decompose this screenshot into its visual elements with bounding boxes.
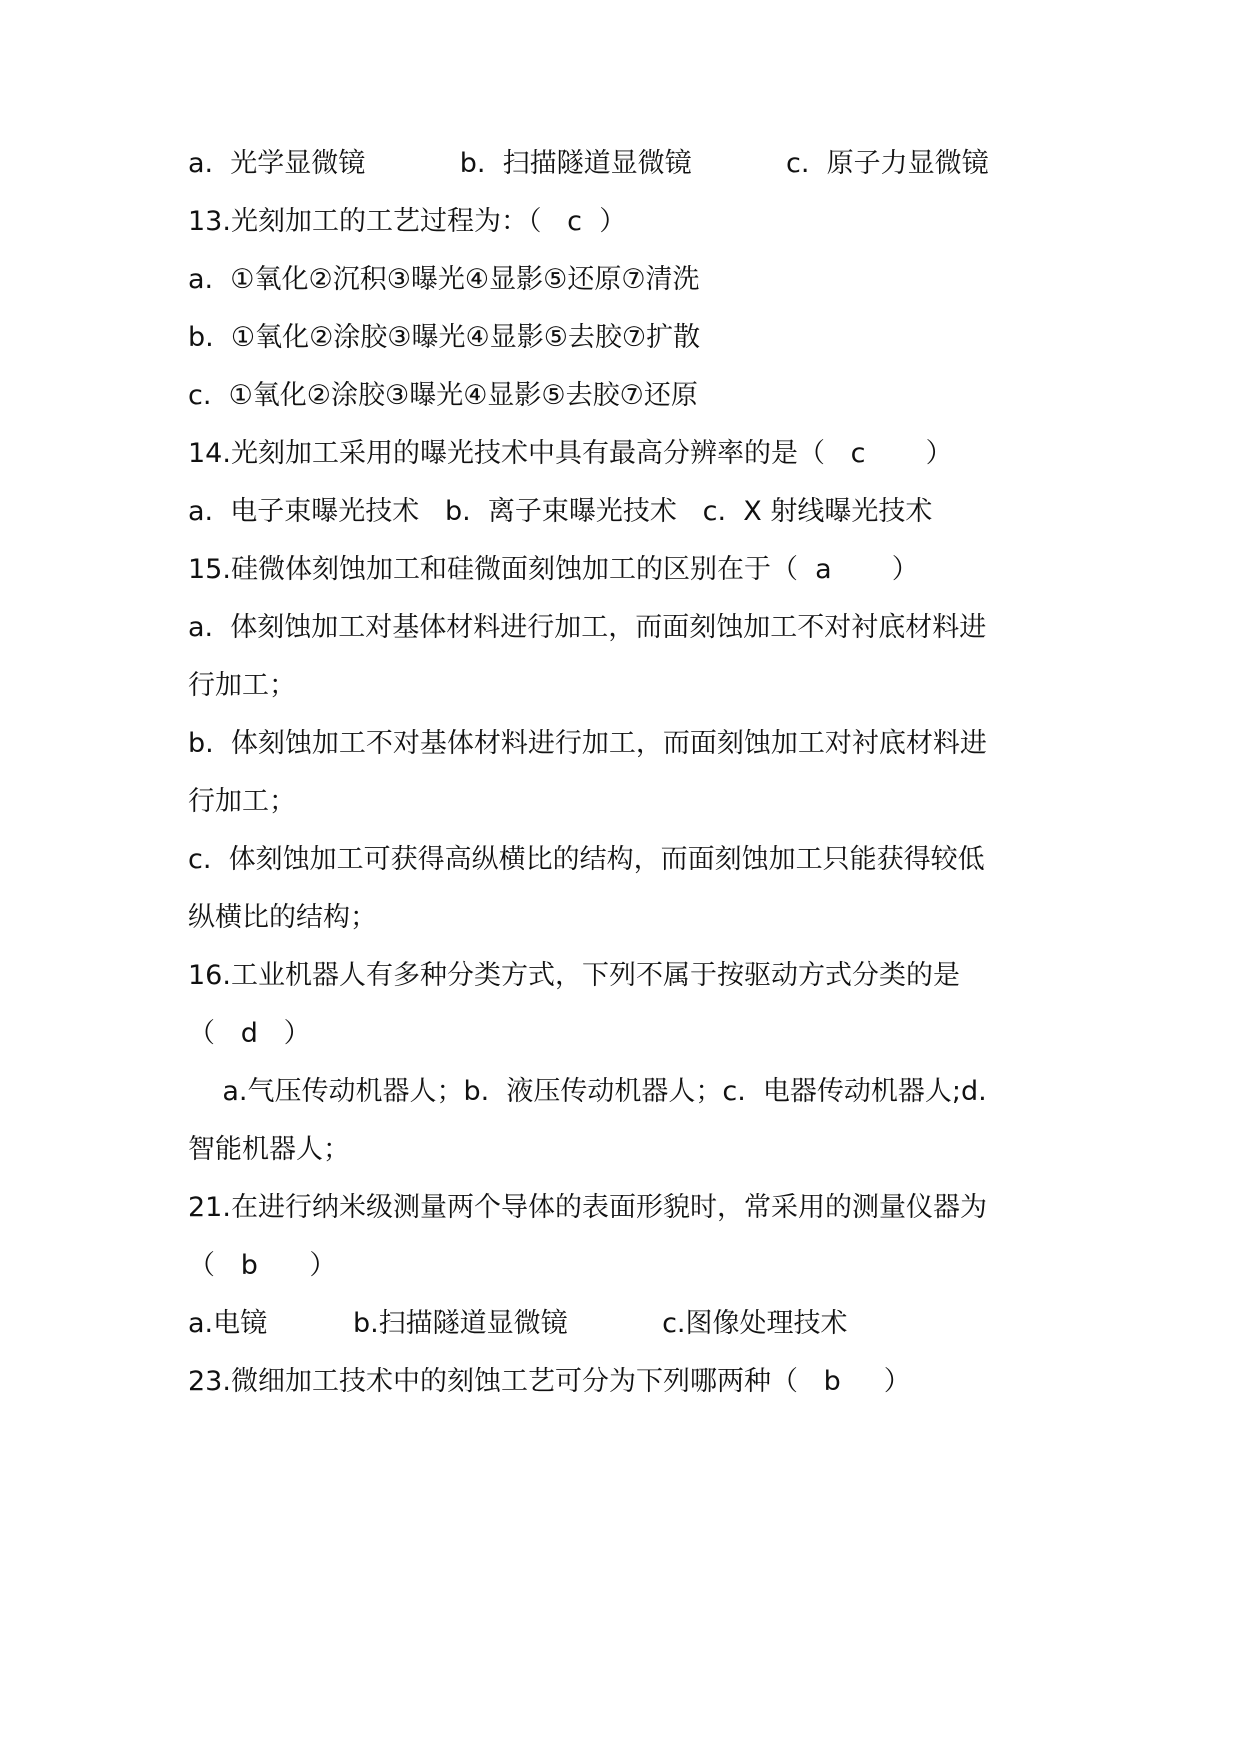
text-line: 行加工；: [188, 786, 296, 817]
text-line: （ d ）: [188, 1018, 311, 1049]
text-line: 纵横比的结构；: [188, 902, 377, 933]
text-line: b. 体刻蚀加工不对基体材料进行加工，而面刻蚀加工对衬底材料进: [188, 728, 987, 759]
question-15: 15.硅微体刻蚀加工和硅微面刻蚀加工的区别在于（ a ）: [188, 554, 919, 585]
text-line: b. ①氧化②涂胶③曝光④显影⑤去胶⑦扩散: [188, 322, 701, 353]
text-line: c. ①氧化②涂胶③曝光④显影⑤去胶⑦还原: [188, 380, 698, 411]
question-14: 14.光刻加工采用的曝光技术中具有最高分辨率的是（ c ）: [188, 438, 953, 469]
text-line: a. 光学显微镜 b. 扫描隧道显微镜 c. 原子力显微镜: [188, 148, 989, 179]
text-line: c. 体刻蚀加工可获得高纵横比的结构，而面刻蚀加工只能获得较低: [188, 844, 985, 875]
text-line: a. 体刻蚀加工对基体材料进行加工，而面刻蚀加工不对衬底材料进: [188, 612, 987, 643]
text-line: a.气压传动机器人；b. 液压传动机器人；c. 电器传动机器人;d.: [188, 1076, 987, 1107]
text-line: a. 电子束曝光技术 b. 离子束曝光技术 c. X 射线曝光技术: [188, 496, 933, 527]
question-21: 21.在进行纳米级测量两个导体的表面形貌时，常采用的测量仪器为: [188, 1192, 987, 1223]
text-line: a.电镜 b.扫描隧道显微镜 c.图像处理技术: [188, 1308, 848, 1339]
question-16: 16.工业机器人有多种分类方式，下列不属于按驱动方式分类的是: [188, 960, 960, 991]
text-line: 行加工；: [188, 670, 296, 701]
text-line: a. ①氧化②沉积③曝光④显影⑤还原⑦清洗: [188, 264, 700, 295]
text-line: 智能机器人；: [188, 1134, 350, 1165]
question-13: 13.光刻加工的工艺过程为：（ c ）: [188, 206, 627, 237]
text-line: （ b ）: [188, 1250, 337, 1281]
question-23: 23.微细加工技术中的刻蚀工艺可分为下列哪两种（ b ）: [188, 1366, 911, 1397]
